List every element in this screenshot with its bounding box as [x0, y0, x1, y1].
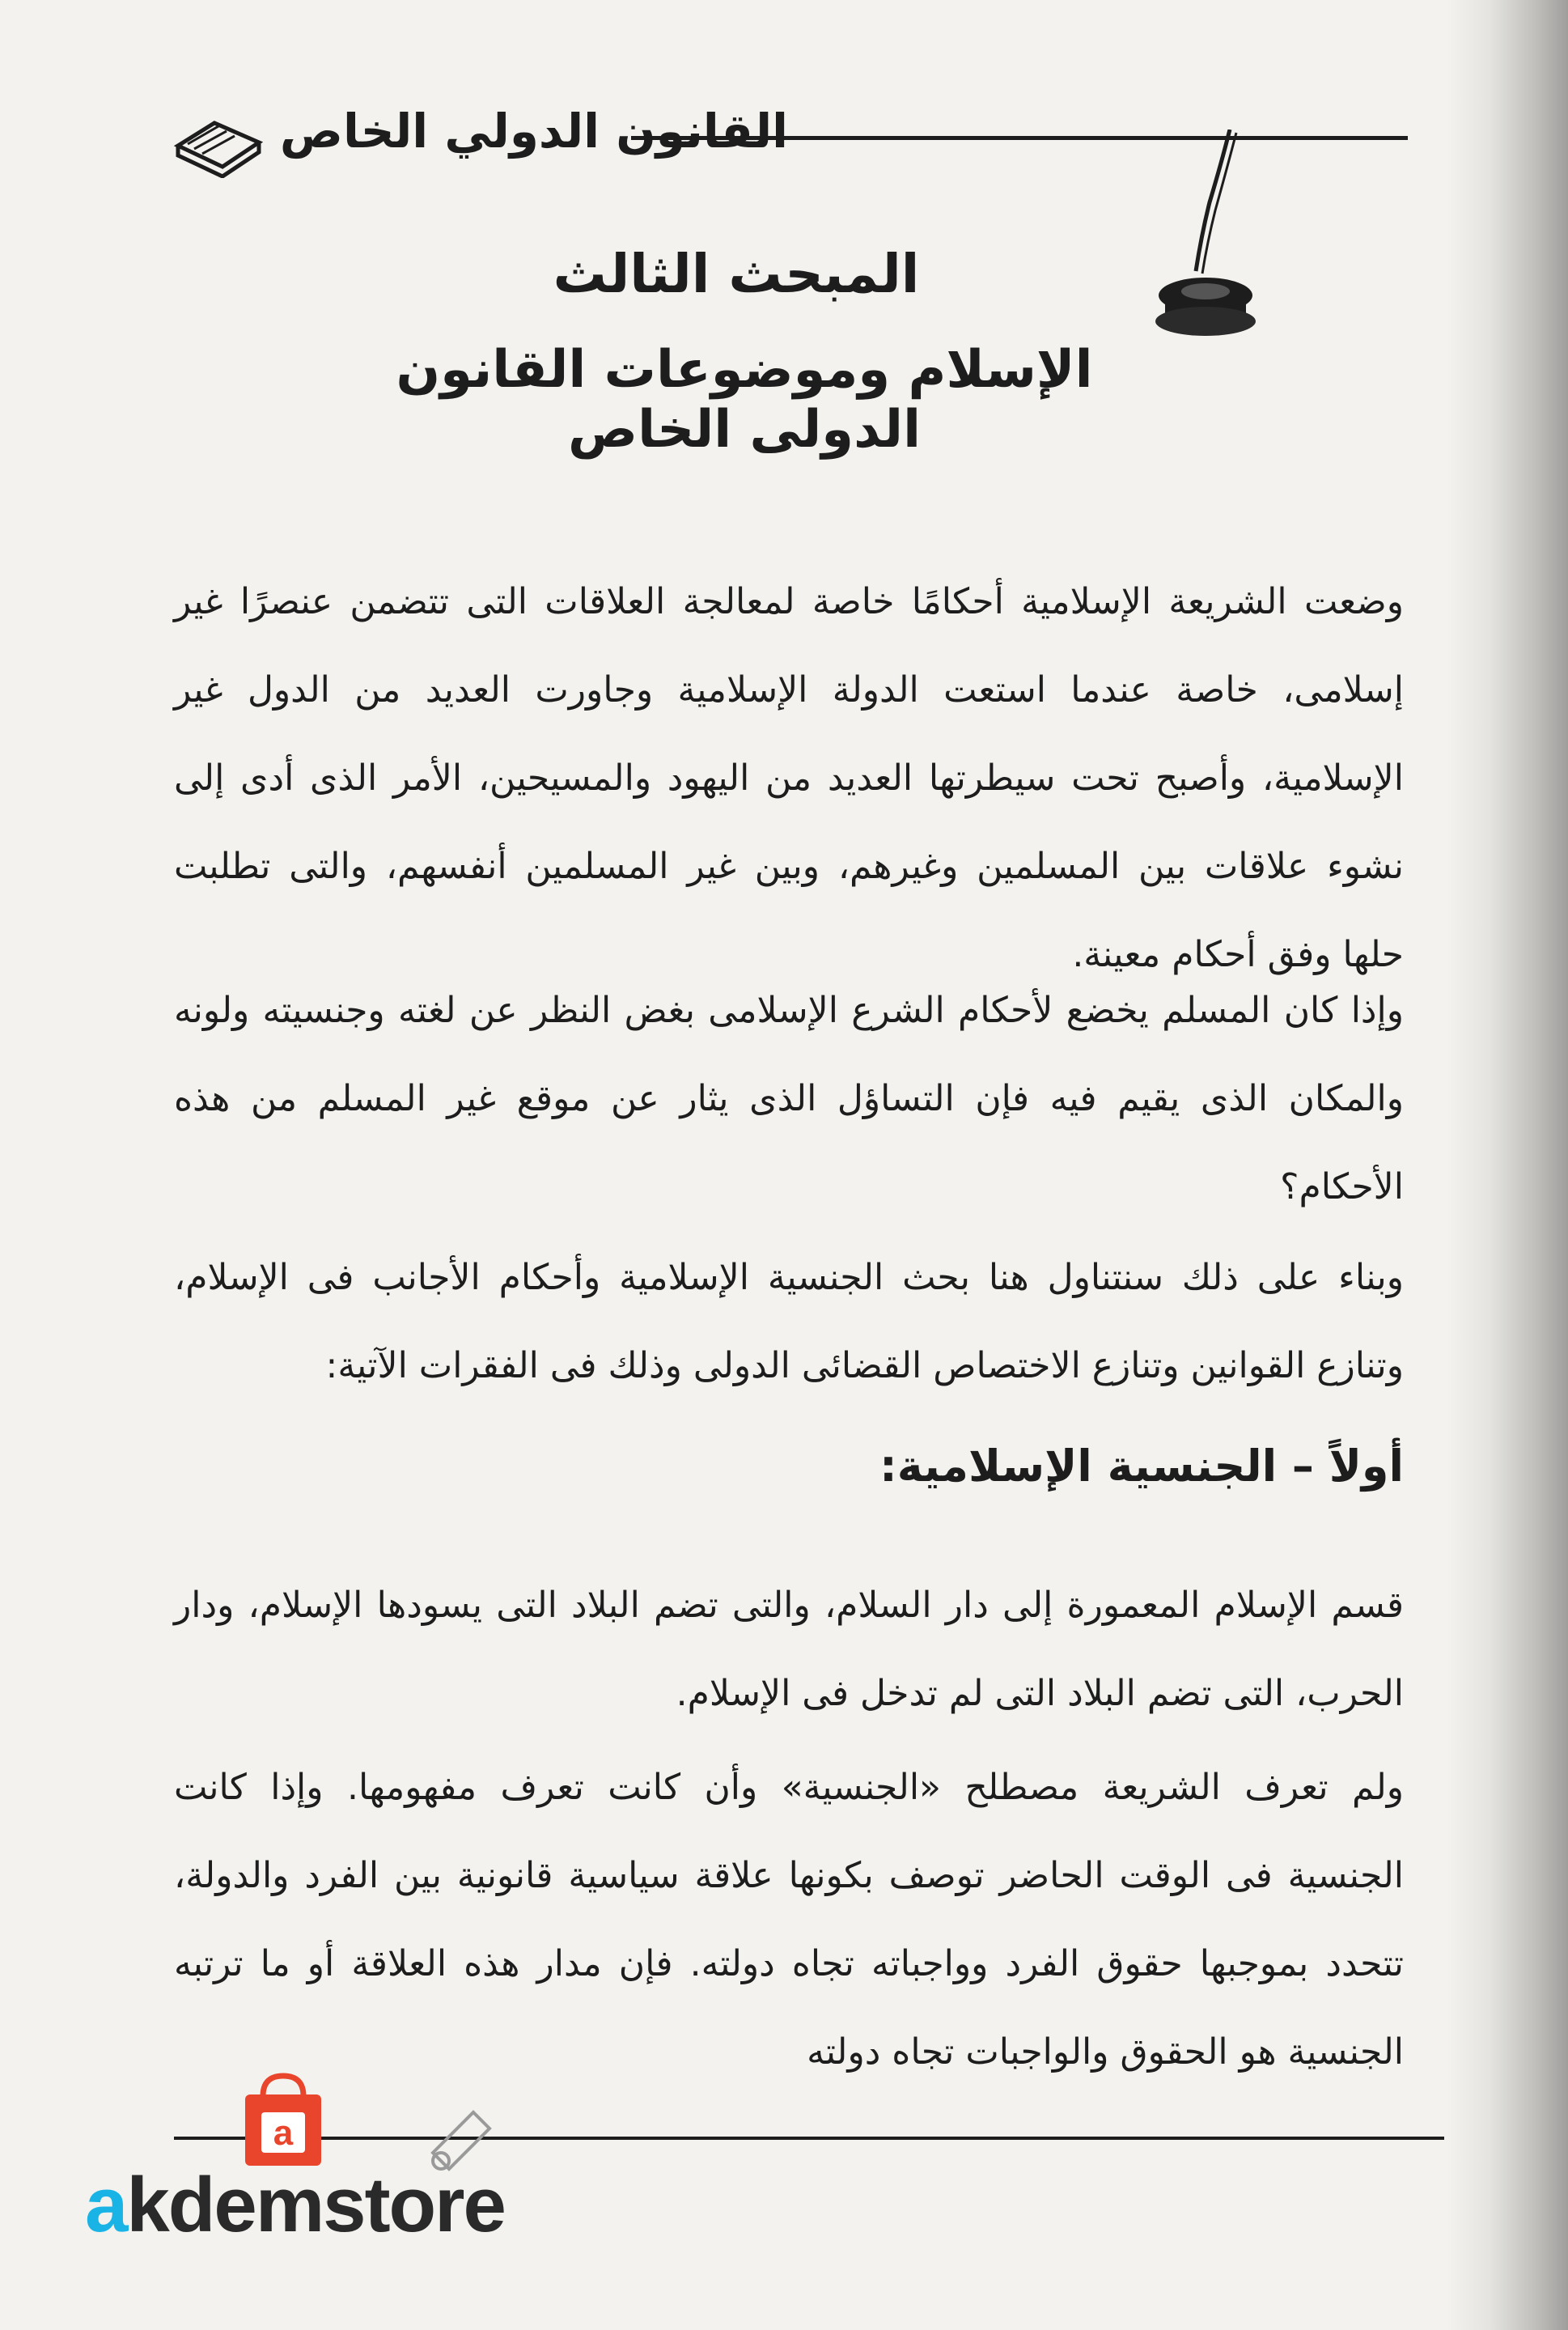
running-title: القانون الدولي الخاص — [279, 104, 789, 159]
wordmark-first-letter: a — [85, 2162, 127, 2248]
subsection-heading: أولاً – الجنسية الإسلامية: — [879, 1441, 1404, 1492]
body-paragraph: قسم الإسلام المعمورة إلى دار السلام، والتى تضم البلاد التى يسودها الإسلام، ودار الحرب، التى تضم البلاد التى لم تدخل فى الإسلام. — [174, 1585, 1404, 1714]
chapter-subtitle: الإسلام وموضوعات القانون الدولى الخاص — [396, 340, 1093, 460]
wordmark-rest: kdemstore — [126, 2162, 505, 2248]
body-paragraph: وضعت الشريعة الإسلامية أحكامًا خاصة لمعالجة العلاقات التى تتضمن عنصرًا غير إسلامى، خاصة عندما استعت الدولة الإسلامية وجاورت العديد من الدول غير الإسلامية، وأصبح تحت سيطرتها العديد من اليهود والمسيحين، الأمر الذى أدى إلى نشوء علاقات بين المسلمين وغيرهم، وبين غير المسلمين أنفسهم، والتى تطلبت حلها وفق أحكام معينة. — [174, 581, 1404, 975]
store-watermark — [85, 2072, 538, 2258]
shopping-bag-icon — [239, 2072, 328, 2169]
body-paragraph: وإذا كان المسلم يخضع لأحكام الشرع الإسلامى بغض النظر عن لغته وجنسيته ولونه والمكان الذى يقيم فيه فإن التساؤل الذى يثار عن موقع غير المسلم من هذه الأحكام؟ — [174, 990, 1404, 1207]
section-title: المبحث الثالث — [553, 243, 920, 305]
book-icon — [170, 113, 267, 178]
body-paragraph: وبناء على ذلك سنتناول هنا بحث الجنسية الإسلامية وأحكام الأجانب فى الإسلام، وتنازع القوانين وتنازع الاختصاص القضائى الدولى وذلك فى الفقرات الآتية: — [174, 1257, 1404, 1386]
body-paragraph: ولم تعرف الشريعة مصطلح «الجنسية» وأن كانت تعرف مفهومها. وإذا كانت الجنسية فى الوقت الحاضر توصف بكونها علاقة سياسية قانونية بين الفرد والدولة، تتحدد بموجبها حقوق الفرد وواجباته تجاه دولته. فإن مدار هذه العلاقة أو ما ترتبه الجنسية هو الحقوق والواجبات تجاه دولته — [174, 1767, 1404, 2073]
bag-letter: a — [273, 2113, 294, 2153]
store-wordmark — [85, 2161, 538, 2250]
pen-icon — [1133, 129, 1262, 348]
